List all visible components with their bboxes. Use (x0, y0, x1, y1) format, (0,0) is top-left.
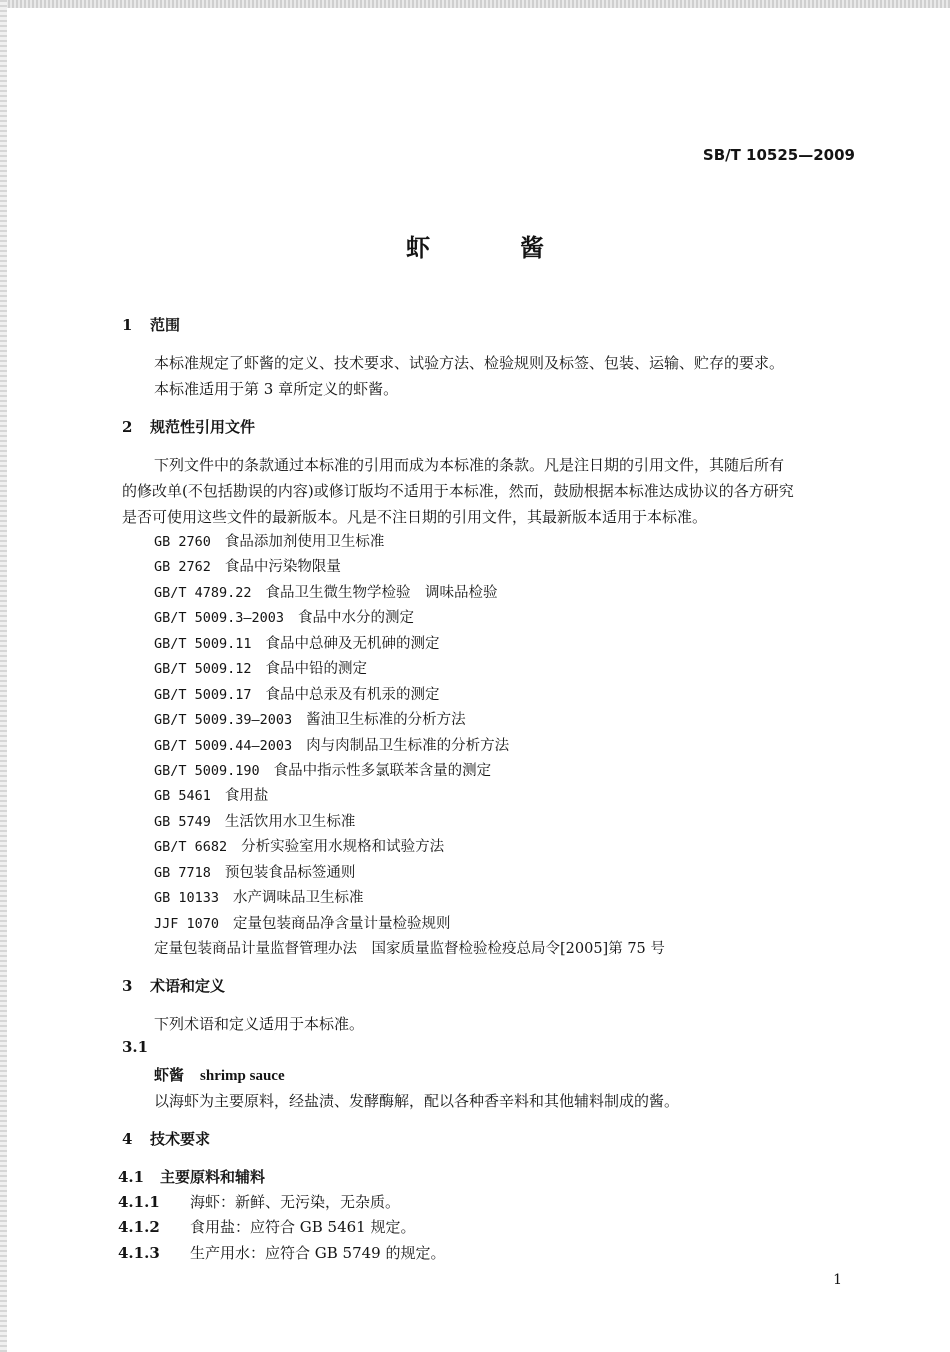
reference-code: GB/T 5009.190 (154, 763, 260, 779)
subsection-heading (118, 1166, 265, 1187)
reference-item (154, 632, 440, 653)
reference-name: 分析实验室用水规格和试验方法 (241, 839, 445, 855)
paragraph-line: 是否可使用这些文件的最新版本。凡是不注日期的引用文件，其最新版本适用于本标准。 (122, 508, 708, 526)
reference-item (154, 606, 414, 627)
reference-item (154, 734, 509, 755)
reference-code: JJF 1070 (154, 916, 220, 932)
clause-number: 4.1.1 (118, 1193, 160, 1211)
reference-code: GB 2762 (154, 559, 211, 575)
clause-item (118, 1216, 416, 1237)
section-number: 4 (122, 1130, 133, 1148)
reference-name: 酱油卫生标准的分析方法 (306, 712, 466, 728)
reference-item-last: 定量包装商品计量监督管理办法 国家质量监督检验检疫总局令[2005]第 75 号 (154, 941, 665, 957)
section-number: 3 (122, 977, 133, 995)
section-1-heading (122, 314, 180, 335)
reference-name: 食品添加剂使用卫生标准 (224, 534, 385, 550)
term-definition: 以海虾为主要原料，经盐渍、发酵酶解，配以各种香辛料和其他辅料制成的酱。 (154, 1092, 680, 1110)
reference-name: 生活饮用水卫生标准 (224, 814, 356, 830)
scan-edge-left (0, 0, 7, 1352)
subsection-number: 3.1 (122, 1038, 149, 1056)
section-title: 规范性引用文件 (150, 418, 256, 436)
reference-name: 食品中水分的测定 (298, 610, 415, 626)
reference-code: GB 5461 (154, 788, 211, 804)
reference-item (154, 581, 498, 602)
term-entry (154, 1064, 285, 1085)
reference-item (154, 708, 466, 729)
clause-number: 4.1.3 (118, 1244, 160, 1262)
reference-item (154, 683, 440, 704)
reference-name: 预包装食品标签通则 (224, 865, 356, 881)
scan-edge-top (0, 0, 950, 8)
paragraph: 本标准适用于第 3 章所定义的虾酱。 (154, 380, 399, 398)
reference-item (154, 861, 355, 882)
reference-code: GB/T 5009.39—2003 (154, 712, 293, 728)
reference-name: 水产调味品卫生标准 (233, 890, 364, 906)
clause-item (118, 1242, 446, 1263)
reference-code: GB 2760 (154, 534, 211, 550)
reference-name: 食品中污染物限量 (224, 559, 341, 575)
term-chinese: 虾酱 (154, 1066, 185, 1084)
subsection-number: 4.1 (118, 1168, 145, 1186)
page-number: 1 (833, 1272, 842, 1288)
reference-name: 食品中总汞及有机汞的测定 (265, 687, 440, 703)
section-title: 术语和定义 (150, 977, 226, 995)
paragraph: 下列术语和定义适用于本标准。 (154, 1015, 365, 1033)
reference-code: GB/T 5009.12 (154, 661, 252, 677)
reference-code: GB/T 5009.44—2003 (154, 738, 293, 754)
reference-code: GB/T 6682 (154, 839, 228, 855)
reference-name: 定量包装商品净含量计量检验规则 (233, 916, 451, 932)
section-2-heading (122, 416, 255, 437)
reference-item (154, 784, 268, 805)
page-title: 虾酱 (406, 233, 634, 262)
paragraph-line: 的修改单(不包括勘误的内容)或修订版均不适用于本标准，然而，鼓励根据本标准达成协议的各方研究 (122, 482, 794, 500)
reference-name: 食品中总砷及无机砷的测定 (265, 636, 440, 652)
subsection-title: 主要原料和辅料 (160, 1168, 266, 1186)
reference-item (154, 886, 364, 907)
paragraph-line: 下列文件中的条款通过本标准的引用而成为本标准的条款。凡是注日期的引用文件，其随后所有 (154, 456, 785, 474)
clause-item (118, 1191, 400, 1212)
section-3-heading (122, 975, 225, 996)
reference-code: GB 7718 (154, 865, 211, 881)
term-english: shrimp sauce (200, 1068, 285, 1084)
section-number: 2 (122, 418, 133, 436)
reference-item (154, 657, 367, 678)
reference-name: 食品中铅的测定 (265, 661, 368, 677)
reference-code: GB/T 5009.11 (154, 636, 252, 652)
section-number: 1 (122, 316, 133, 334)
reference-name: 食品卫生微生物学检验 调味品检验 (265, 585, 498, 601)
reference-code: GB/T 5009.17 (154, 687, 252, 703)
reference-item (154, 810, 355, 831)
section-4-heading (122, 1128, 210, 1149)
clause-text: 生产用水：应符合 GB 5749 的规定。 (190, 1244, 446, 1262)
reference-name: 肉与肉制品卫生标准的分析方法 (306, 738, 510, 754)
section-title: 范围 (150, 316, 181, 334)
paragraph: 本标准规定了虾酱的定义、技术要求、试验方法、检验规则及标签、包装、运输、贮存的要求。 (154, 354, 785, 372)
reference-item (154, 555, 341, 576)
document-number: SB/T 10525—2009 (702, 146, 855, 164)
reference-item (154, 835, 444, 856)
reference-code: GB/T 4789.22 (154, 585, 252, 601)
reference-item (154, 530, 384, 551)
reference-name: 食用盐 (224, 788, 269, 804)
reference-item (154, 912, 451, 933)
reference-name: 食品中指示性多氯联苯含量的测定 (273, 763, 492, 779)
clause-text: 食用盐：应符合 GB 5461 规定。 (190, 1218, 416, 1236)
clause-number: 4.1.2 (118, 1218, 160, 1236)
section-title: 技术要求 (150, 1130, 211, 1148)
reference-code: GB 10133 (154, 890, 220, 906)
reference-item (154, 759, 491, 780)
reference-code: GB 5749 (154, 814, 211, 830)
reference-code: GB/T 5009.3—2003 (154, 610, 285, 626)
clause-text: 海虾：新鲜、无污染，无杂质。 (190, 1193, 401, 1211)
